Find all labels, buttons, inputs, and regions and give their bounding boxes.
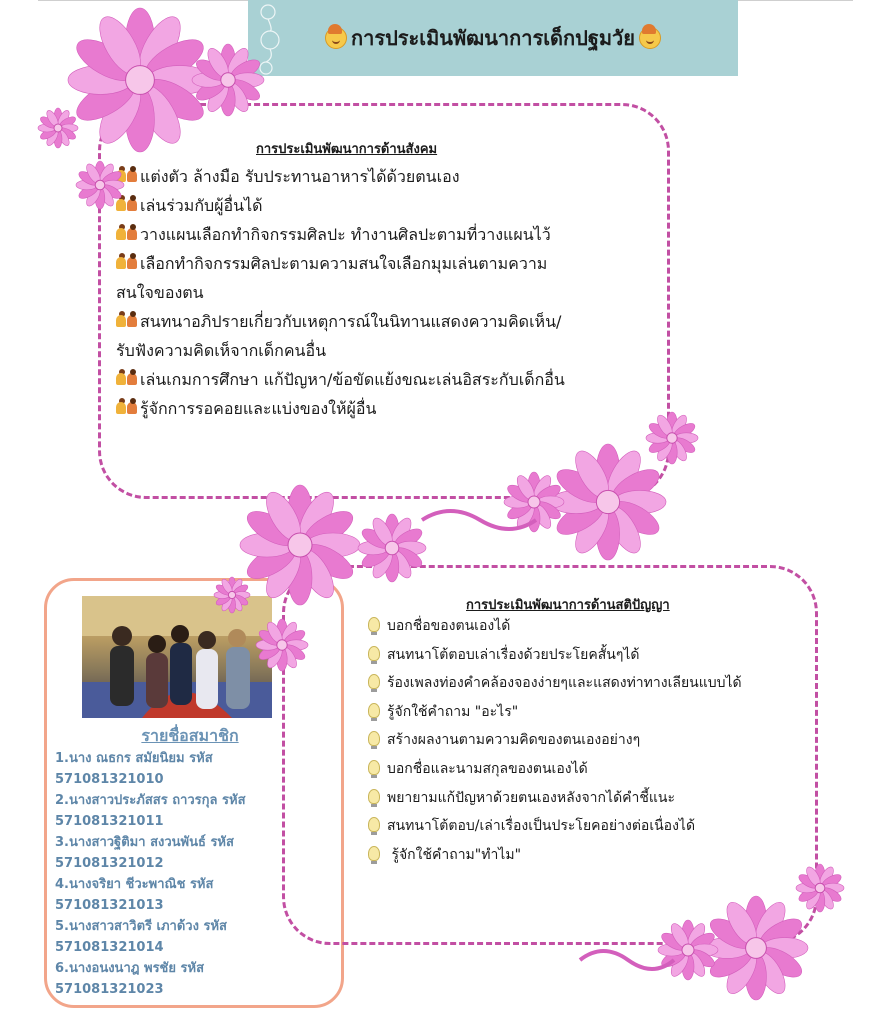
member-line: 571081321013: [55, 898, 164, 913]
light-bulb-icon: [368, 674, 380, 689]
pink-flower-decoration: [36, 106, 80, 150]
social-item-continued: สนใจของตน: [116, 283, 204, 302]
intelligence-item: บอกชื่อของตนเองได้: [368, 612, 808, 641]
light-bulb-icon: [368, 846, 380, 861]
member-line: 571081321011: [55, 814, 164, 829]
light-bulb-icon: [368, 731, 380, 746]
children-emoji-icon: [116, 311, 138, 331]
social-section-title: การประเมินพัฒนาการด้านสังคม: [256, 142, 438, 157]
social-item: เล่นร่วมกับผู้อื่นได้: [116, 191, 596, 220]
member-line: 4.นางจริยา ชีวะพาณิช รหัส: [55, 877, 214, 892]
intelligence-item: สร้างผลงานตามความคิดของตนเองอย่างๆ: [368, 726, 808, 755]
pink-flower-decoration: [254, 617, 310, 673]
social-item: รู้จักการรอคอยและแบ่งของให้ผู้อื่น: [116, 394, 596, 423]
social-item: สนทนาอภิปรายเกี่ยวกับเหตุการณ์ในนิทานแสดงความคิดเห็น/: [116, 307, 596, 336]
page-title-text: การประเมินพัฒนาการเด็กปฐมวัย: [351, 26, 635, 50]
pink-flower-decoration: [548, 442, 668, 562]
social-item: เล่นเกมการศึกษา แก้ปัญหา/ข้อขัดแย้งขณะเล่นอิสระกับเด็กอื่น: [116, 365, 596, 394]
member-line: 3.นางสาวฐิติมา สงวนพันธ์ รหัส: [55, 835, 234, 850]
woman-emoji-icon: [639, 27, 661, 49]
light-bulb-icon: [368, 789, 380, 804]
member-line: 1.นาง ณธกร สมัยนิยม รหัส: [55, 751, 213, 766]
social-item: เลือกทำกิจกรรมศิลปะตามความสนใจเลือกมุมเล่นตามความ: [116, 249, 596, 278]
swirl-ornament-decoration: [420, 500, 540, 540]
intelligence-item: ร้องเพลงท่องคำคล้องจองง่ายๆและแสดงท่าทางเลียนแบบได้: [368, 669, 808, 698]
intelligence-item: รู้จักใช้คำถาม"ทำไม": [368, 841, 808, 870]
light-bulb-icon: [368, 817, 380, 832]
swirl-ornament-decoration: [578, 940, 678, 980]
light-bulb-icon: [368, 617, 380, 632]
social-items-list: [116, 162, 596, 423]
children-emoji-icon: [116, 224, 138, 244]
children-emoji-icon: [116, 369, 138, 389]
pink-flower-decoration: [190, 42, 266, 118]
pink-flower-decoration: [74, 159, 126, 211]
member-line: 5.นางสาวสาวิตรี เภาด้วง รหัส: [55, 919, 227, 934]
members-title: รายชื่อสมาชิก: [141, 726, 239, 745]
member-line: 6.นางอนงนาฎ พรชัย รหัส: [55, 961, 205, 976]
pink-flower-decoration: [356, 512, 428, 584]
children-emoji-icon: [116, 253, 138, 273]
member-line: 571081321012: [55, 856, 164, 871]
page-title: [325, 22, 661, 54]
pink-flower-decoration: [238, 483, 362, 607]
woman-emoji-icon: [325, 27, 347, 49]
header-banner: [248, 0, 738, 76]
intelligence-item: บอกชื่อและนามสกุลของตนเองได้: [368, 755, 808, 784]
children-emoji-icon: [116, 398, 138, 418]
intelligence-item: รู้จักใช้คำถาม "อะไร": [368, 698, 808, 727]
social-item: แต่งตัว ล้างมือ รับประทานอาหารได้ด้วยตนเอง: [116, 162, 596, 191]
intelligence-section-title: การประเมินพัฒนาการด้านสติปัญญา: [466, 598, 670, 613]
social-item-continued: รับฟังความคิดเห็จากเด็กคนอื่น: [116, 341, 326, 360]
light-bulb-icon: [368, 703, 380, 718]
pink-flower-decoration: [212, 575, 252, 615]
light-bulb-icon: [368, 646, 380, 661]
intelligence-item: สนทนาโต้ตอบเล่าเรื่องด้วยประโยคสั้นๆได้: [368, 641, 808, 670]
social-item: วางแผนเลือกทำกิจกรรมศิลปะ ทำงานศิลปะตามที่วางแผนไว้: [116, 220, 596, 249]
light-bulb-icon: [368, 760, 380, 775]
member-line: 2.นางสาวประภัสสร ถาวรกุล รหัส: [55, 793, 246, 808]
intelligence-item: พยายามแก้ปัญหาด้วยตนเองหลังจากได้คำชี้แนะ: [368, 784, 808, 813]
member-line: 571081321010: [55, 772, 164, 787]
intelligence-item: สนทนาโต้ตอบ/เล่าเรื่องเป็นประโยคอย่างต่อเนื่องได้: [368, 812, 808, 841]
member-line: 571081321014: [55, 940, 164, 955]
intelligence-items-list: [368, 612, 808, 869]
member-line: 571081321023: [55, 982, 164, 997]
